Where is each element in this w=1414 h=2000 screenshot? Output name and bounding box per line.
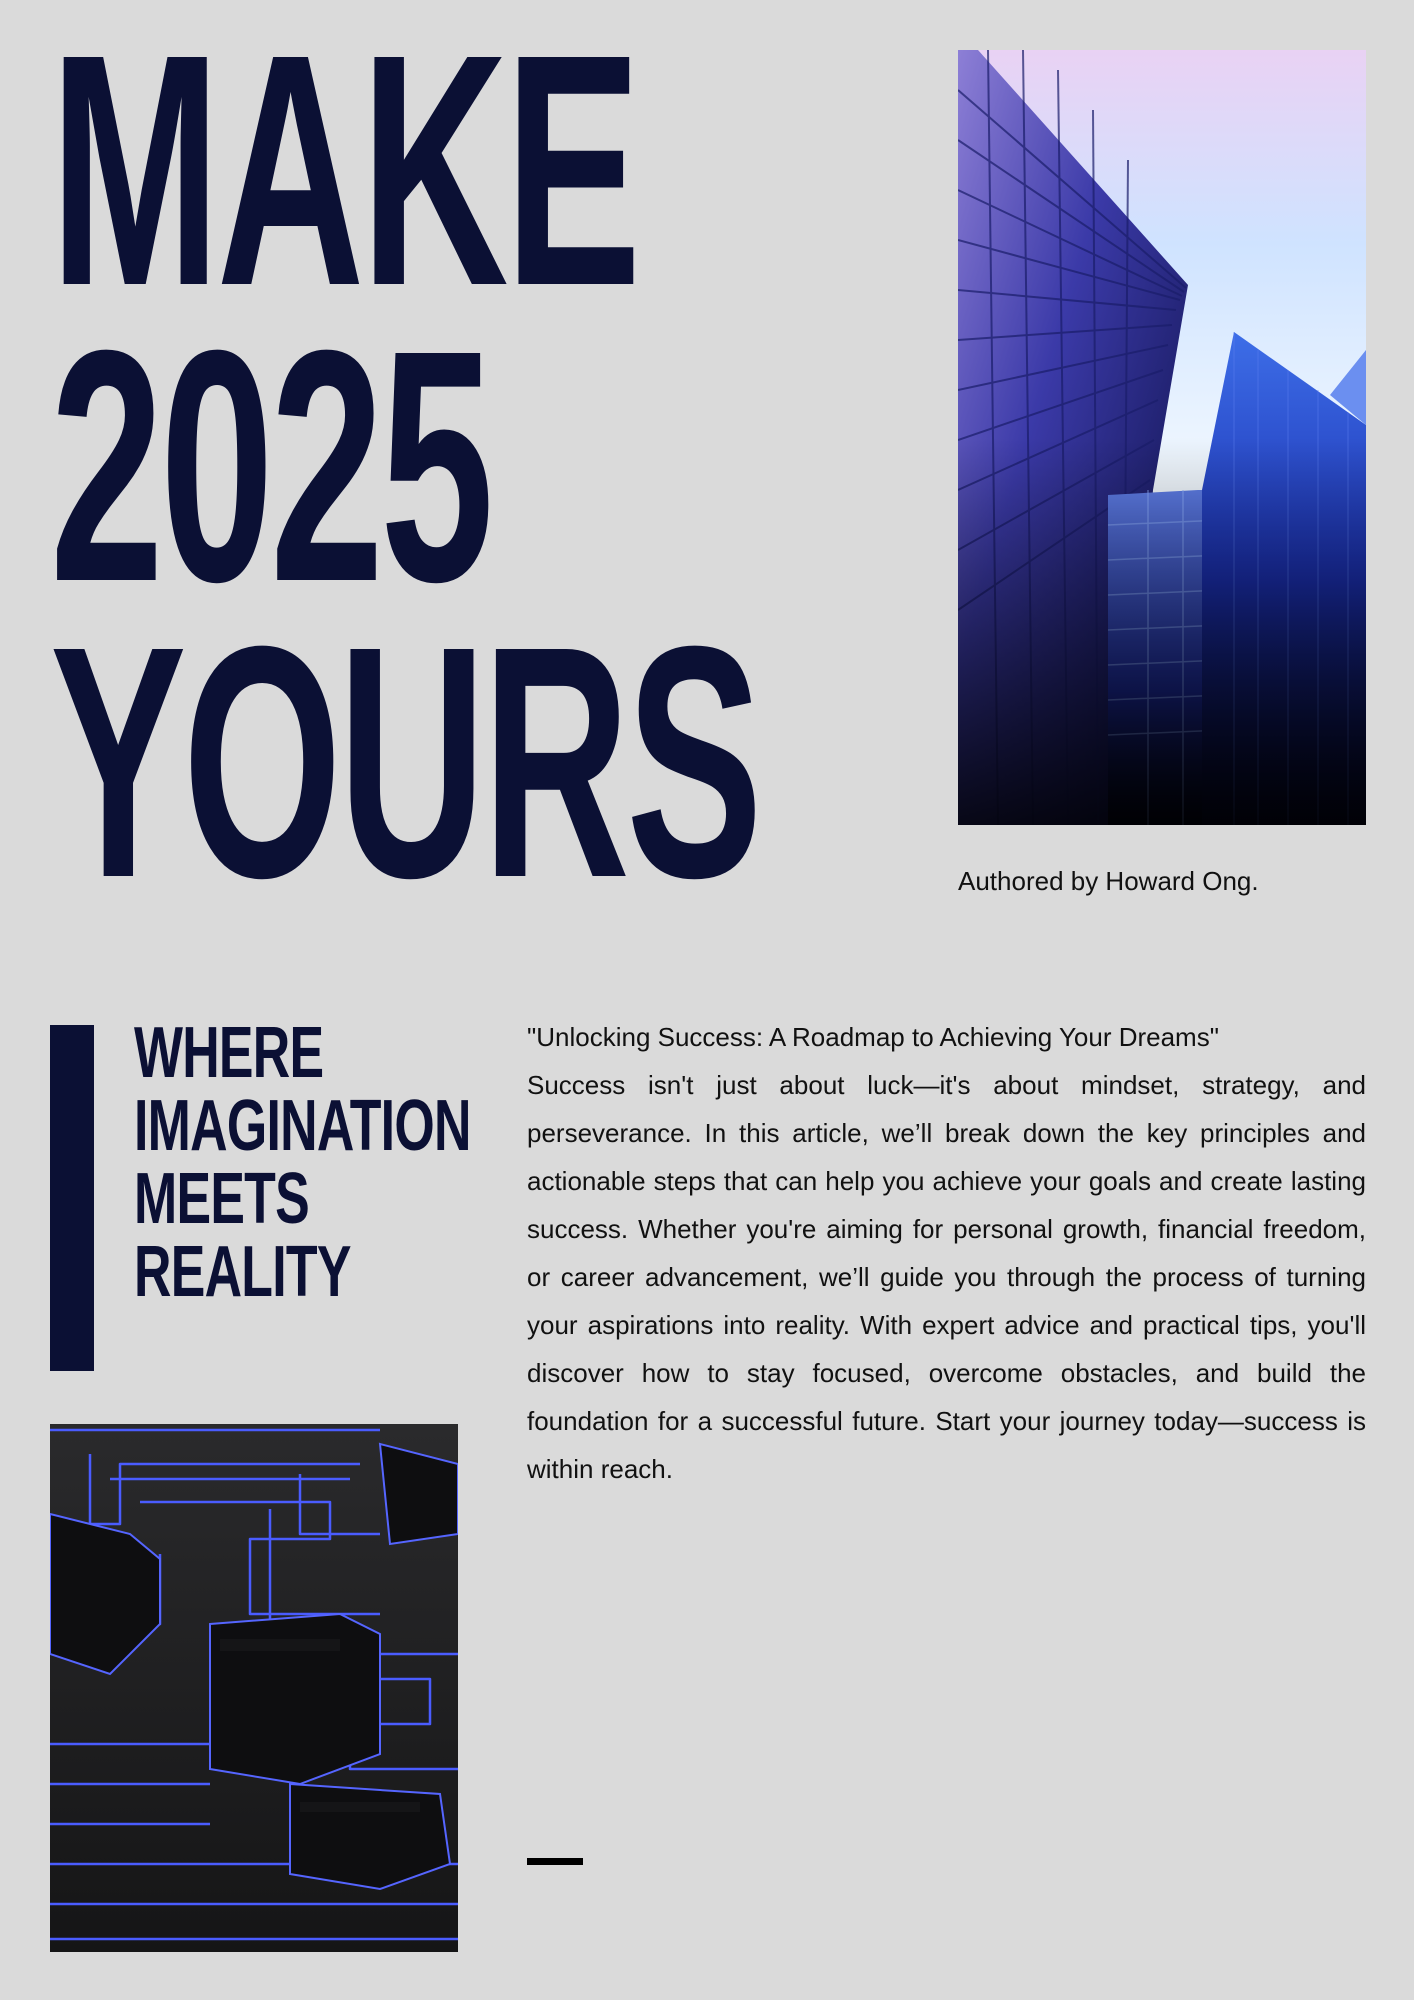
skyscraper-photo	[958, 50, 1366, 825]
headline-line-year: 2025	[50, 281, 491, 650]
tagline-line: IMAGINATION	[134, 1086, 471, 1166]
headline	[50, 0, 759, 946]
article	[527, 1013, 1366, 1493]
neon-maze-photo	[50, 1424, 458, 1952]
headline-line-yours: YOURS	[50, 577, 759, 946]
article-body: Success isn't just about luck—it's about mindset, strategy, and perseverance. In this article, we’ll break down the key principles and actionable steps that can help you achieve your goals and create lasting success. Whether you're aiming for personal growth, financial freedom, or career advancement, we’ll guide you through the process of turning your aspirations into reality. With expert advice and practical tips, you'll discover how to stay focused, overcome obstacles, and build the foundation for a successful future. Start your journey today—success is within reach.	[527, 1070, 1366, 1484]
decorative-dash	[527, 1858, 583, 1865]
accent-bar	[50, 1025, 94, 1371]
article-title: "Unlocking Success: A Roadmap to Achieving Your Dreams"	[527, 1022, 1219, 1052]
tagline-line: REALITY	[134, 1232, 351, 1312]
headline-line-make: MAKE	[50, 0, 638, 354]
author-credit: Authored by Howard Ong.	[958, 866, 1259, 896]
tagline-line: WHERE	[134, 1013, 324, 1093]
tagline-line: MEETS	[134, 1159, 309, 1239]
tagline	[134, 1013, 471, 1312]
